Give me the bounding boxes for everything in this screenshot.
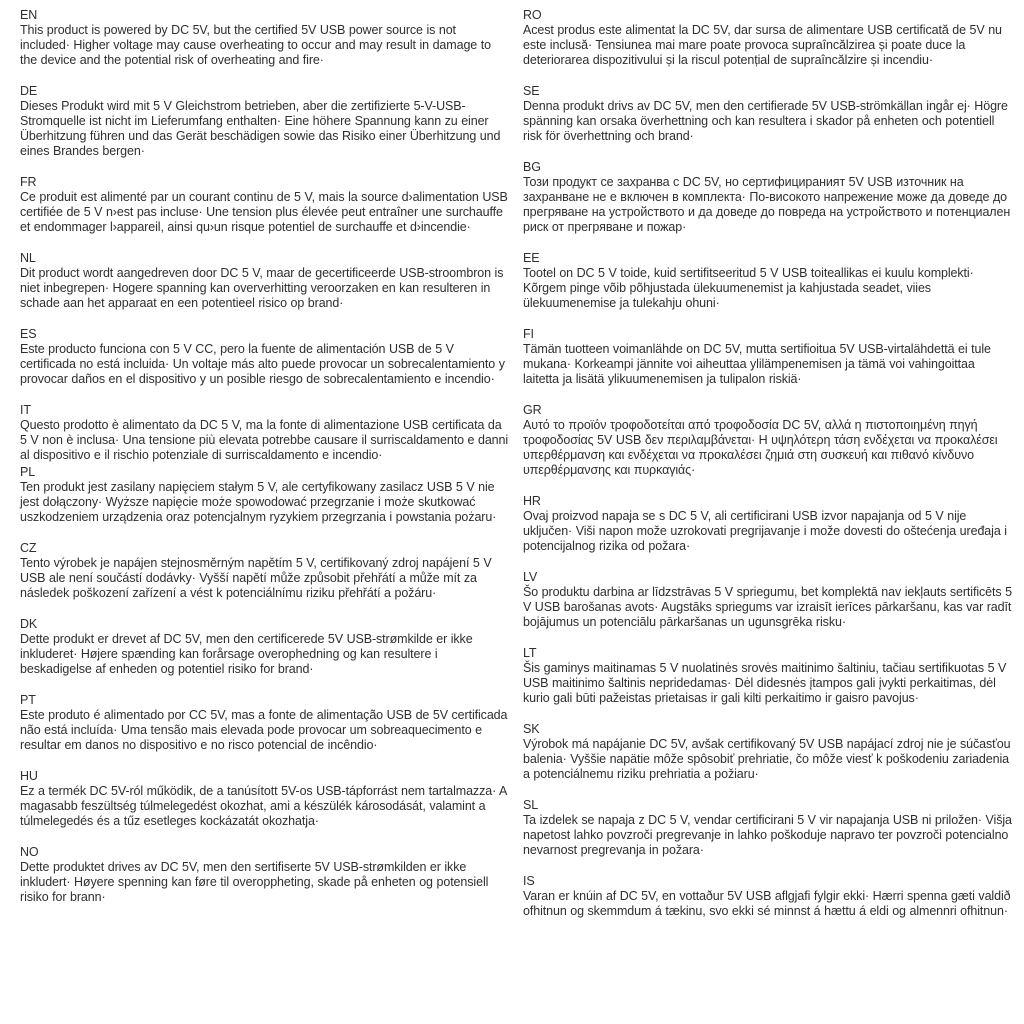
language-code: NL [20,251,36,265]
warning-text: Ten produkt jest zasilany napięciem stałym 5 V, ale certyfikowany zasilacz USB 5 V nie jest dołączony· Wyższe napięcie może spowodować przegrzanie i może skutkować uszkodzeniem urządzenia oraz potencjalnym ryzykiem przegrzania i powstania pożaru· [20,480,497,524]
language-code: IS [523,874,535,888]
language-code: EN [20,8,38,22]
warning-text: Šo produktu darbina ar līdzstrāvas 5 V spriegumu, bet komplektā nav iekļauts sertificēts 5 V USB barošanas avots· Augstāks spriegums var izraisīt ierīces pārkaršanu, kas var radīt bojājumus un potenciālu pārkaršanas un ugunsgrēka risku· [523,585,1012,629]
language-section-de [20,84,509,159]
language-code: RO [523,8,542,22]
language-section-sk [523,722,1012,782]
language-section-en [20,8,509,68]
warning-text: Ez a termék DC 5V-ról működik, de a tanúsított 5V-os USB-tápforrást nem tartalmazza· A magasabb feszültség túlmelegedést okozhat, ami a készülék károsodását, valamint a túlmelegedés és a tűz esetleges kockázatát okozhatja· [20,784,507,828]
language-code: LT [523,646,537,660]
warning-text: Tento výrobek je napájen stejnosměrným napětím 5 V, certifikovaný zdroj napájení 5 V USB ale není součástí dodávky· Vyšší napětí může způsobit přehřátí a může mít za následek poškození zařízení a vést k potenciálnímu riziku přehřátí a požáru· [20,556,492,600]
language-section-pt [20,693,509,753]
language-section-hu [20,769,509,829]
language-section-cz [20,541,509,601]
language-code: NO [20,845,39,859]
warning-text: Този продукт се захранва с DC 5V, но сертифицираният 5V USB източник на захранване не е включен в комплекта· По-високото напрежение може да доведе до прегряване на устройството и да доведе до повреда на устройството и потенциален риск от прегряване и пожар· [523,175,1011,234]
language-section-no [20,845,509,905]
language-code: SE [523,84,540,98]
warning-text: Questo prodotto è alimentato da DC 5 V, ma la fonte di alimentazione USB certificata da 5 V non è inclusa· Una tensione più elevata potrebbe causare il surriscaldamento e danni al dispositivo e il rischio potenziale di surriscaldamento e incendio· [20,418,509,462]
language-code: FR [20,175,37,189]
language-code: BG [523,160,541,174]
warning-text: Varan er knúin af DC 5V, en vottaður 5V USB aflgjafi fylgir ekki· Hærri spenna gæti valdið ofhitnun og skemmdum á tækinu, svo ekki sé minnst á hættu á eldi og almennri ofhitnun· [523,889,1011,918]
language-section-pl [20,465,509,525]
warning-text: This product is powered by DC 5V, but the certified 5V USB power source is not included· Higher voltage may cause overheating to occur and may result in damage to the device and the potential risk of overheating and fire· [20,23,491,67]
language-section-sl [523,798,1012,858]
warning-text: Dette produkt er drevet af DC 5V, men den certificerede 5V USB-strømkilde er ikke inkluderet· Højere spænding kan forårsage overophedning og kan resultere i beskadigelse af enheden og potentiel risiko for brand· [20,632,473,676]
language-code: LV [523,570,538,584]
language-code: GR [523,403,542,417]
language-section-ro [523,8,1012,68]
language-section-gr [523,403,1012,478]
warning-text: Výrobok má napájanie DC 5V, avšak certifikovaný 5V USB napájací zdroj nie je súčasťou balenia· Vyššie napätie môže spôsobiť prehriatie, čo môže viesť k poškodeniu zariadenia a potenciálnemu riziku prehriatia a požiaru· [523,737,1011,781]
warning-text: Dit product wordt aangedreven door DC 5 V, maar de gecertificeerde USB-stroombron is niet inbegrepen· Hogere spanning kan oververhitting veroorzaken en kan resulteren in schade aan het apparaat en een potentieel risico op brand· [20,266,504,310]
language-code: EE [523,251,540,265]
warning-text: Ce produit est alimenté par un courant continu de 5 V, mais la source d›alimentation USB certifiée de 5 V n›est pas incluse· Une tension plus élevée peut entraîner une surchauffe et endommager l›appareil, ainsi qu›un risque potentiel de surchauffe et d›incendie· [20,190,508,234]
language-code: IT [20,403,31,417]
language-section-lt [523,646,1012,706]
language-section-fr [20,175,509,235]
language-code: HU [20,769,38,783]
warning-text: Tootel on DC 5 V toide, kuid sertifitseeritud 5 V USB toiteallikas ei kuulu komplekti· Kõrgem pinge võib põhjustada ülekuumenemist ja kahjustada seadet, viies ülekuumenemise ja tulekahju ohuni· [523,266,974,310]
language-code: PT [20,693,36,707]
warning-text: Ovaj proizvod napaja se s DC 5 V, ali certificirani USB izvor napajanja od 5 V nije uključen· Viši napon može uzrokovati pregrijavanje i može dovesti do oštećenja uređaja i potencijalnog rizika od požara· [523,509,1007,553]
warning-text: Ta izdelek se napaja z DC 5 V, vendar certificirani 5 V vir napajanja USB ni priložen· Višja napetost lahko povzroči pregrevanje in lahko poškoduje napravo ter povzroči potencialno nevarnost pregrevanja in požara· [523,813,1012,857]
language-code: SL [523,798,539,812]
warning-text: Αυτό το προϊόν τροφοδοτείται από τροφοδοσία DC 5V, αλλά η πιστοποιημένη πηγή τροφοδοσίας 5V USB δεν περιλαμβάνεται· Η υψηλότερη τάση ενδέχεται να προκαλέσει υπερθέρμανση και ενδέχεται να προκαλέσει ζημιά στη συσκευή και πιθανό κίνδυνο υπερθέρμανσης και πυρκαγιάς· [523,418,998,477]
language-section-dk [20,617,509,677]
language-code: DE [20,84,38,98]
column-left [20,8,509,1024]
language-section-es [20,327,509,387]
language-code: PL [20,465,36,479]
column-right [523,8,1012,1024]
language-section-is [523,874,1012,919]
language-section-ee [523,251,1012,311]
warning-text: Dieses Produkt wird mit 5 V Gleichstrom betrieben, aber die zertifizierte 5-V-USB-Stromquelle ist nicht im Lieferumfang enthalten· Eine höhere Spannung kann zu einer Überhitzung führen und das Gerät beschädigen sowie das Risiko einer Überhitzung und eines Brandes bergen· [20,99,501,158]
language-code: HR [523,494,541,508]
warning-text: Acest produs este alimentat la DC 5V, dar sursa de alimentare USB certificată de 5V nu este inclusă· Tensiunea mai mare poate provoca supraîncălzirea și poate duce la deteriorarea dispozitivului și la riscul potențial de supraîncălzire și incendiu· [523,23,1002,67]
warning-text: Este produto é alimentado por CC 5V, mas a fonte de alimentação USB de 5V certificada não está incluída· Uma tensão mais elevada pode provocar um sobreaquecimento e resultar em danos no dispositivo e no risco potencial de incêndio· [20,708,508,752]
warning-text: Tämän tuotteen voimanlähde on DC 5V, mutta sertifioitua 5V USB-virtalähdettä ei tule mukana· Korkeampi jännite voi aiheuttaa ylilämpenemisen ja tämä voi vahingoittaa laitetta ja lisätä ylikuumenemisen ja tulipalon riskiä· [523,342,991,386]
language-section-bg [523,160,1012,235]
language-section-nl [20,251,509,311]
warning-text: Este producto funciona con 5 V CC, pero la fuente de alimentación USB de 5 V certificada no está incluida· Un voltaje más alto puede provocar un sobrecalentamiento y provocar daños en el dispositivo y un posible riesgo de sobrecalentamiento e incendio· [20,342,505,386]
warning-text: Dette produktet drives av DC 5V, men den sertifiserte 5V USB-strømkilden er ikke inkludert· Høyere spenning kan føre til overoppheting, skade på enheten og potensiell risiko for brann· [20,860,489,904]
language-code: ES [20,327,37,341]
warning-text: Šis gaminys maitinamas 5 V nuolatinės srovės maitinimo šaltiniu, tačiau sertifikuotas 5 V USB maitinimo šaltinis nepridedamas· Dėl didesnės įtampos gali įvykti perkaitimas, dėl kurio gali būti pažeistas prietaisas ir gali kilti perkaitimo ir gaisro pavojus· [523,661,1007,705]
language-section-hr [523,494,1012,554]
language-code: FI [523,327,534,341]
language-section-lv [523,570,1012,630]
warning-text: Denna produkt drivs av DC 5V, men den certifierade 5V USB-strömkällan ingår ej· Högre spänning kan orsaka överhettning och kan resultera i skador på enheten och potentiell risk för överhettning och brand· [523,99,1008,143]
language-code: CZ [20,541,37,555]
language-code: DK [20,617,38,631]
language-section-fi [523,327,1012,387]
language-code: SK [523,722,540,736]
language-section-se [523,84,1012,144]
language-section-it [20,403,509,463]
